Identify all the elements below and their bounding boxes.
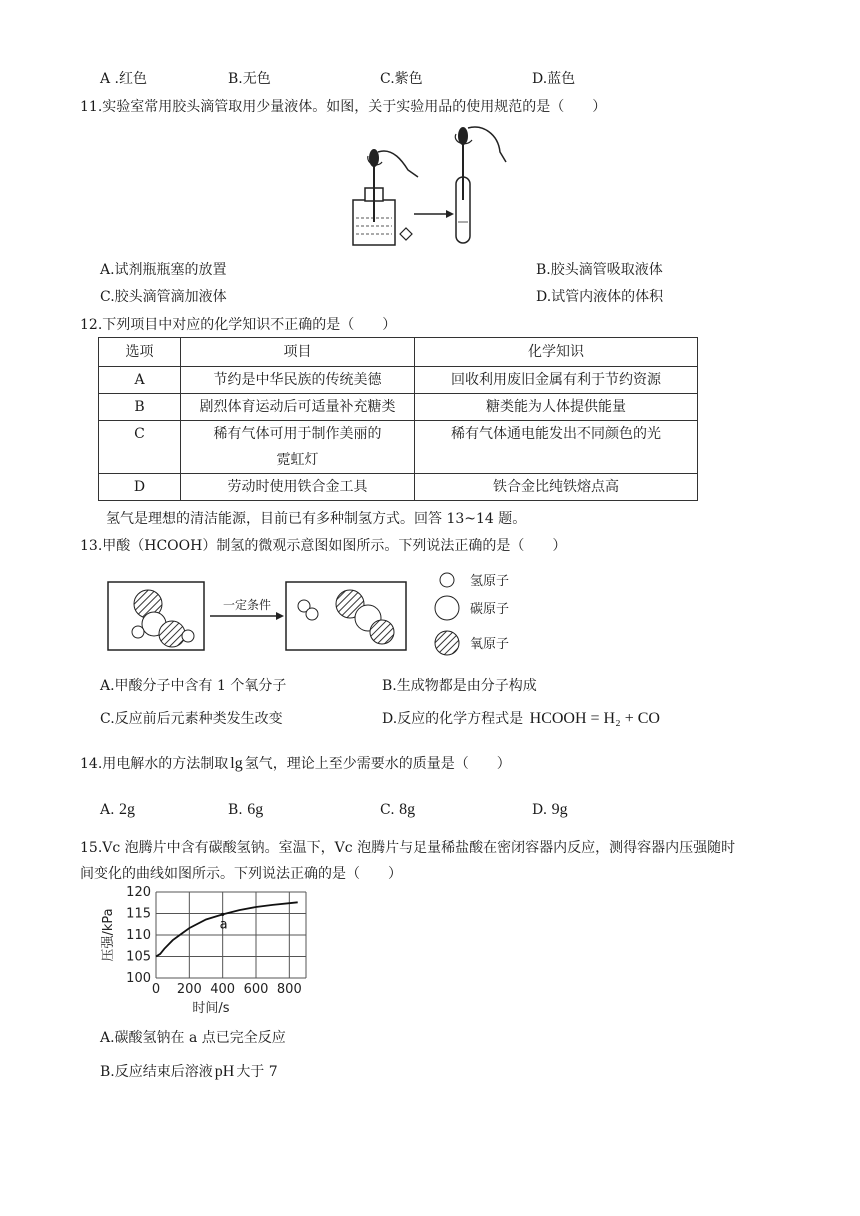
chart-y-tick-label: 105	[126, 949, 151, 965]
table-cell: D	[99, 474, 181, 501]
q15-stem-line2: 间变化的曲线如图所示。下列说法正确的是（ ）	[80, 866, 402, 882]
q14-mass: lg	[230, 755, 243, 772]
legend-carbon-label: 碳原子	[470, 602, 510, 617]
q14-option-b[interactable]	[228, 801, 263, 819]
table-cell: 铁合金比纯铁熔点高	[415, 474, 698, 501]
q10-option-d[interactable]: D.蓝色	[532, 71, 576, 87]
chart-y-tick-label: 120	[126, 886, 151, 900]
q15-stem-line1: 15.Vc 泡腾片中含有碳酸氢钠。室温下，Vc 泡腾片与足量稀盐酸在密闭容器内反应，测得容器内压强随时	[80, 840, 736, 856]
q13-arrow-label: 一定条件	[222, 598, 272, 612]
q13-option-c[interactable]: C.反应前后元素种类发生改变	[100, 711, 283, 727]
chart-x-tick-label: 400	[210, 982, 236, 997]
table-cell: B	[99, 394, 181, 421]
option-letter: B.	[228, 802, 243, 818]
chart-y-axis-label: 压强/kPa	[101, 908, 116, 962]
chart-y-tick-label: 100	[126, 971, 151, 986]
q15-option-b-pre: B.反应结束后溶液	[100, 1064, 213, 1080]
chart-x-axis-label: 时间/s	[192, 1001, 230, 1016]
legend-hydrogen-label: 氢原子	[470, 574, 510, 589]
q15-pressure-chart	[98, 886, 318, 1026]
table-cell: C	[99, 421, 181, 474]
q14-stem-post: 氢气，理论上至少需要水的质量是（ ）	[244, 756, 511, 772]
q15-option-b[interactable]	[100, 1063, 278, 1081]
chart-annotation-point	[221, 913, 224, 916]
q13-option-d-text: D.反应的化学方程式是	[382, 711, 524, 727]
column-header: 选项	[99, 338, 181, 367]
q15-option-a[interactable]: A.碳酸氢钠在 a 点已完全反应	[100, 1030, 286, 1046]
table-cell: 回收利用废旧金属有利于节约资源	[415, 367, 698, 394]
q14-stem	[80, 755, 511, 773]
legend-oxygen-label: 氧原子	[470, 637, 510, 652]
q11-option-a[interactable]: A.试剂瓶瓶塞的放置	[100, 262, 227, 278]
q14-option-c[interactable]	[380, 801, 415, 819]
section-intro: 氢气是理想的清洁能源，目前已有多种制氢方式。回答 13~14 题。	[106, 511, 527, 527]
q10-option-b[interactable]: B.无色	[228, 71, 271, 87]
q14-stem-pre: 14.用电解水的方法制取	[80, 756, 229, 772]
q10-option-c[interactable]: C.紫色	[380, 71, 423, 87]
table-cell: 糖类能为人体提供能量	[415, 394, 698, 421]
q14-option-a[interactable]	[100, 801, 135, 819]
chart-x-tick-label: 800	[276, 982, 302, 997]
q11-option-c[interactable]: C.胶头滴管滴加液体	[100, 289, 227, 305]
option-value: 8g	[399, 801, 416, 818]
q13-option-b[interactable]: B.生成物都是由分子构成	[382, 678, 537, 694]
q11-option-d[interactable]: D.试管内液体的体积	[536, 289, 664, 305]
table-cell: 稀有气体通电能发出不同颜色的光	[415, 421, 698, 474]
table-header-row	[99, 338, 698, 367]
option-letter: C.	[380, 802, 395, 818]
q11-stem: 11.实验室常用胶头滴管取用少量液体。如图，关于实验用品的使用规范的是（ ）	[80, 99, 607, 115]
chart-x-tick-label: 200	[176, 982, 202, 997]
option-letter: A.	[100, 802, 115, 818]
table-row	[99, 421, 698, 474]
q13-option-a[interactable]: A.甲酸分子中含有 1 个氧分子	[100, 678, 287, 694]
table-cell: 劳动时使用铁合金工具	[181, 474, 415, 501]
q14-option-d[interactable]	[532, 801, 568, 819]
table-cell: A	[99, 367, 181, 394]
chart-annotation-label: a	[219, 917, 228, 933]
q15-option-b-ph: pH	[214, 1063, 235, 1080]
table-cell: 剧烈体育运动后可适量补充糖类	[181, 394, 415, 421]
chart-x-tick-label: 0	[151, 982, 161, 997]
column-header: 项目	[181, 338, 415, 367]
q15-option-b-post: 大于 7	[236, 1064, 278, 1080]
q12-stem: 12.下列项目中对应的化学知识不正确的是（ ）	[80, 317, 397, 333]
column-header: 化学知识	[415, 338, 698, 367]
table-row	[99, 367, 698, 394]
option-letter: D.	[532, 802, 548, 818]
q11-dropper-figure	[348, 122, 508, 252]
q10-option-a[interactable]: A .红色	[100, 71, 148, 87]
table-row	[99, 394, 698, 421]
table-cell: 稀有气体可用于制作美丽的霓虹灯	[181, 421, 415, 474]
q12-table	[98, 337, 698, 501]
table-row	[99, 474, 698, 501]
q11-option-b[interactable]: B.胶头滴管吸取液体	[536, 262, 663, 278]
chart-y-tick-label: 115	[126, 906, 151, 922]
q13-equation: HCOOH = H₂ + CO	[529, 710, 660, 727]
table-cell: 节约是中华民族的传统美德	[181, 367, 415, 394]
option-value: 9g	[551, 801, 568, 818]
option-value: 6g	[247, 801, 264, 818]
q13-reaction-diagram	[106, 568, 538, 660]
q13-stem: 13.甲酸（HCOOH）制氢的微观示意图如图所示。下列说法正确的是（ ）	[80, 538, 567, 554]
chart-y-tick-label: 110	[126, 928, 151, 943]
option-value: 2g	[119, 801, 136, 818]
chart-x-tick-label: 600	[243, 982, 269, 997]
q13-option-d[interactable]	[382, 710, 660, 728]
